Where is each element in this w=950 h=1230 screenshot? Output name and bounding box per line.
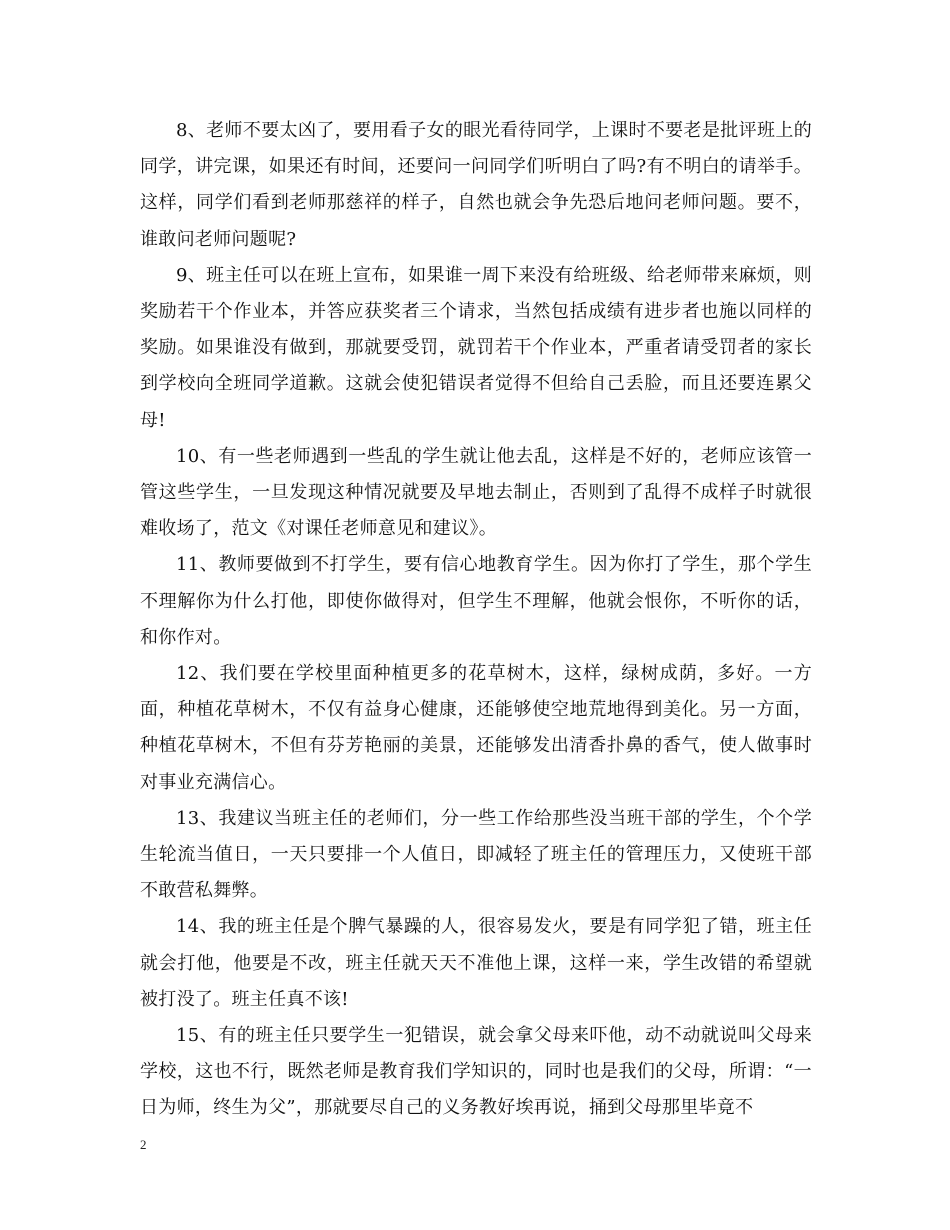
paragraph-11: 11、教师要做到不打学生，要有信心地教育学生。因为你打了学生，那个学生不理解你为什么打他，即使你做得对，但学生不理解，他就会恨你，不听你的话，和你作对。 (140, 554, 812, 648)
page-number: 2 (140, 1137, 147, 1152)
paragraph-15: 15、有的班主任只要学生一犯错误，就会拿父母来吓他，动不动就说叫父母来学校，这也不行，既然老师是教育我们学知识的，同时也是我们的父母，所谓：“一日为师，终生为父”，那就要尽自己的义务教好埃再说，捅到父母那里毕竟不 (140, 1025, 812, 1119)
paragraph-9: 9、班主任可以在班上宣布，如果谁一周下来没有给班级、给老师带来麻烦，则奖励若干个作业本，并答应获奖者三个请求，当然包括成绩有进步者也施以同样的奖励。如果谁没有做到，那就要受罚，就罚若干个作业本，严重者请受罚者的家长到学校向全班同学道歉。这就会使犯错误者觉得不但给自己丢脸，而且还要连累父母! (140, 264, 812, 431)
document-body (140, 113, 812, 1127)
paragraph-13: 13、我建议当班主任的老师们，分一些工作给那些没当班干部的学生，个个学生轮流当值日，一天只要排一个人值日，即减轻了班主任的管理压力，又使班干部不敢营私舞弊。 (140, 807, 812, 902)
paragraph-10: 10、有一些老师遇到一些乱的学生就让他去乱，这样是不好的，老师应该管一管这些学生，一旦发现这种情况就要及早地去制止，否则到了乱得不成样子时就很难收场了，范文《对课任老师意见和建议》。 (140, 445, 812, 540)
paragraph-8: 8、老师不要太凶了，要用看子女的眼光看待同学，上课时不要老是批评班上的同学，讲完课，如果还有时间，还要问一问同学们听明白了吗?有不明白的请举手。这样，同学们看到老师那慈祥的样子，自然也就会争先恐后地问老师问题。要不，谁敢问老师问题呢? (140, 120, 812, 250)
paragraph-14: 14、我的班主任是个脾气暴躁的人，很容易发火，要是有同学犯了错，班主任就会打他，他要是不改，班主任就天天不准他上课，这样一来，学生改错的希望就被打没了。班主任真不该! (140, 916, 812, 1010)
paragraph-12: 12、我们要在学校里面种植更多的花草树木，这样，绿树成荫，多好。一方面，种植花草树木，不仅有益身心健康，还能够使空地荒地得到美化。另一方面，种植花草树木，不但有芬芳艳丽的美景，还能够发出清香扑鼻的香气，使人做事时对事业充满信心。 (140, 663, 812, 793)
